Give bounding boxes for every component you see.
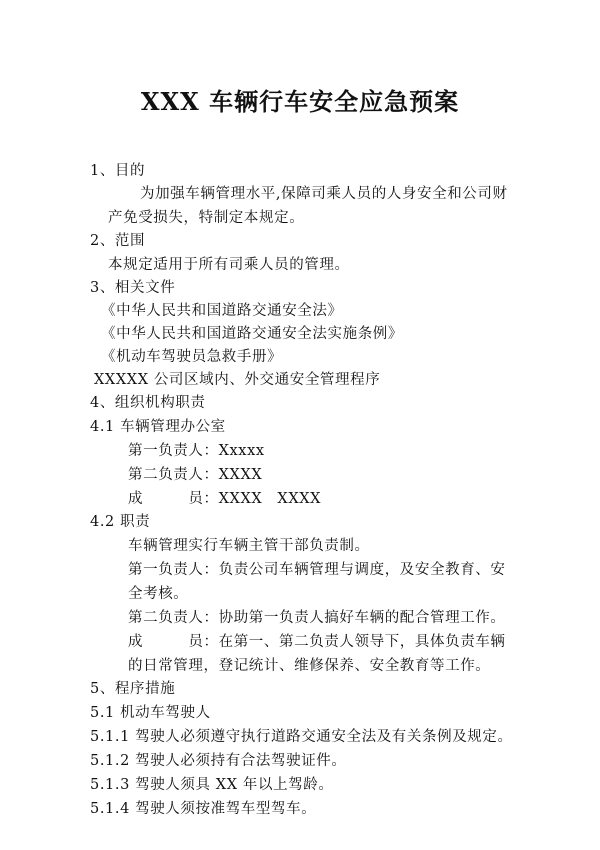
section-heading-purpose: 1、目的 <box>90 163 146 179</box>
purpose-line-2: 产免受损失，特制定本规定。 <box>108 210 305 226</box>
duties-line-2: 第一负责人：负责公司车辆管理与调度，及安全教育、安 <box>128 562 506 578</box>
document-title: XXX 车辆行车安全应急预案 <box>140 87 460 116</box>
reference-item: XXXXX 公司区域内、外交通安全管理程序 <box>94 372 381 388</box>
duties-line-6: 的日常管理，登记统计、维修保养、安全教育等工作。 <box>128 658 491 674</box>
subsection-heading-duties: 4.2 职责 <box>90 514 151 530</box>
section-heading-references: 3、相关文件 <box>90 280 176 296</box>
reference-item: 《机动车驾驶员急救手册》 <box>101 349 283 365</box>
subsection-heading-driver: 5.1 机动车驾驶人 <box>90 705 211 721</box>
driver-rule: 5.1.3 驾驶人须具 XX 年以上驾龄。 <box>90 777 334 793</box>
driver-rule: 5.1.4 驾驶人须按准驾车型驾车。 <box>90 801 317 817</box>
duties-line-4: 第二负责人：协助第一负责人搞好车辆的配合管理工作。 <box>128 610 506 626</box>
office-line-3: 成 员：XXXX XXXX <box>128 491 322 507</box>
section-heading-scope: 2、范围 <box>90 233 146 249</box>
scope-line-1: 本规定适用于所有司乘人员的管理。 <box>108 257 350 273</box>
reference-item: 《中华人民共和国道路交通安全法实施条例》 <box>101 326 403 342</box>
subsection-heading-office: 4.1 车辆管理办公室 <box>90 419 226 435</box>
office-line-1: 第一负责人：Xxxxx <box>128 443 265 459</box>
driver-rule: 5.1.1 驾驶人必须遵守执行道路交通安全法及有关条例及规定。 <box>90 729 513 745</box>
section-heading-procedures: 5、程序措施 <box>90 681 176 697</box>
reference-item: 《中华人民共和国道路交通安全法》 <box>101 303 343 319</box>
duties-line-3: 全考核。 <box>128 586 189 602</box>
duties-line-5: 成 员：在第一、第二负责人领导下，具体负责车辆 <box>128 634 506 650</box>
section-heading-organization: 4、组织机构职责 <box>90 395 206 411</box>
purpose-line-1: 为加强车辆管理水平,保障司乘人员的人身安全和公司财 <box>140 186 508 202</box>
duties-line-1: 车辆管理实行车辆主管干部负责制。 <box>128 538 370 554</box>
driver-rule: 5.1.2 驾驶人必须持有合法驾驶证件。 <box>90 753 347 769</box>
office-line-2: 第二负责人：XXXX <box>128 467 263 483</box>
